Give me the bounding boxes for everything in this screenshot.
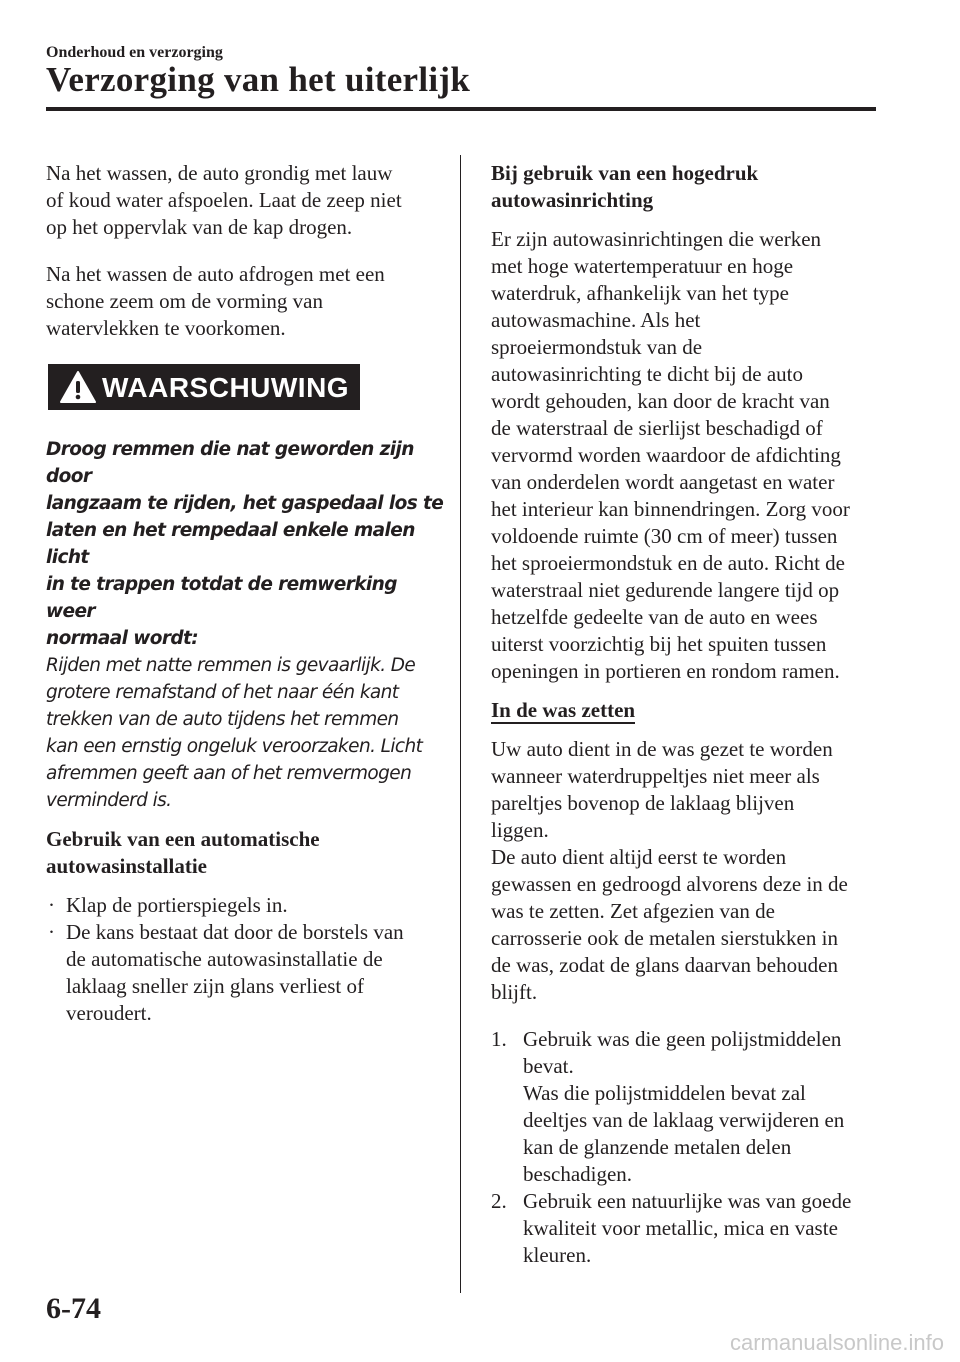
paragraph-waxing: Uw auto dient in de was gezet te worden wanneer waterdruppeltjes niet meer als pareltjes bovenop de laklaag blijven liggen. De auto dient altijd eerst te worden gewassen en gedroogd alvorens deze in de was te zetten. Zet afgezien van de carrosserie ook de metalen sierstukken in de was, zodat de glans daarvan behouden blijft.: [491, 737, 848, 1004]
warning-heading: Droog remmen die nat geworden zijn door langzaam te rijden, het gaspedaal los te laten en het rempedaal enkele malen licht in te trappen totdat de remwerking weer normaal wordt:: [46, 439, 444, 649]
page-title: Verzorging van het uiterlijk: [46, 60, 471, 99]
warning-body: [46, 436, 446, 814]
subheading-high-pressure: Bij gebruik van een hogedruk autowasinrichting: [491, 161, 759, 212]
paragraph-rinse: Na het wassen, de auto grondig met lauw of koud water afspoelen. Laat de zeep niet op het oppervlak van de kap drogen.: [46, 161, 402, 239]
subheading-car-wash: Gebruik van een automatische autowasinstallatie: [46, 827, 320, 878]
bullet-icon: ·: [48, 920, 55, 944]
list-item: · De kans bestaat dat door de borstels van de automatische autowasinstallatie de laklaag sneller zijn glans verliest of veroudert.: [48, 920, 404, 1025]
numbered-item: 2. Gebruik een natuurlijke was van goede kwaliteit voor metallic, mica en vaste kleuren.: [491, 1189, 852, 1267]
column-divider: [460, 155, 461, 1293]
paragraph-dry: Na het wassen de auto afdrogen met een schone zeem om de vorming van watervlekken te voorkomen.: [46, 262, 385, 340]
warning-icon: [60, 370, 96, 404]
bullet-icon: ·: [48, 893, 55, 917]
header-rule: [46, 107, 876, 111]
list-item: · Klap de portierspiegels in.: [48, 893, 288, 917]
page-number: 6-74: [46, 1292, 101, 1325]
warning-text: Rijden met natte remmen is gevaarlijk. De grotere remafstand of het naar één kant trekken van de auto tijdens het remmen kan een ernstig ongeluk veroorzaken. Licht afremmen geeft aan of het remvermogen verminderd is.: [46, 655, 423, 811]
numbered-item: 1. Gebruik was die geen polijstmiddelen bevat. Was die polijstmiddelen bevat zal deeltjes van de laklaag verwijderen en kan de glanzende metalen delen beschadigen.: [491, 1027, 845, 1186]
section-label: Onderhoud en verzorging: [46, 44, 223, 61]
warning-banner: [48, 364, 360, 410]
watermark: carmanualsonline.info: [729, 1330, 944, 1355]
right-column: [491, 160, 881, 1269]
warning-label: WAARSCHUWING: [102, 371, 350, 403]
section-title-waxing: In de was zetten: [491, 698, 636, 722]
paragraph-high-pressure: Er zijn autowasinrichtingen die werken met hoge watertemperatuur en hoge waterdruk, afhankelijk van het type autowasmachine. Als het sproeiermondstuk van de autowasinrichting te dicht bij de auto wordt gehouden, kan door de kracht van de waterstraal de sierlijst beschadigd of vervormd worden waardoor de afdichting van onderdelen wordt aangetast en water het interieur kan binnendringen. Zorg voor voldoende ruimte (30 cm of meer) tussen het sproeiermondstuk en de auto. Richt de waterstraal niet gedurende langere tijd op hetzelfde gedeelte van de auto en wees uiterst voorzichtig bij het spuiten tussen openingen in portieren en rondom ramen.: [491, 227, 850, 683]
left-column: [46, 160, 446, 1027]
